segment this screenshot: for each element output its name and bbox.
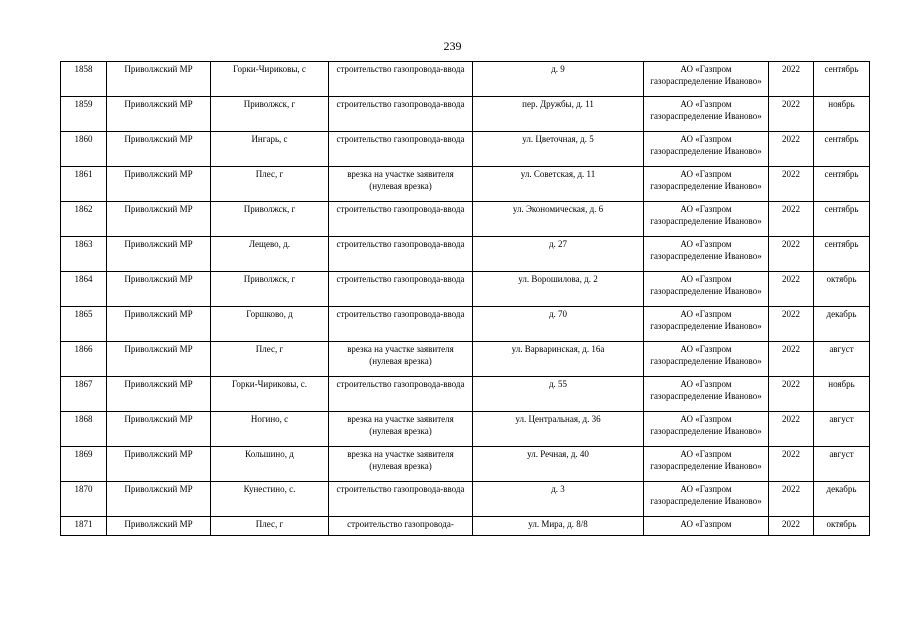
district-cell: Приволжский МР [107,272,211,307]
table-row [61,342,870,377]
table-row [61,272,870,307]
table-row [61,482,870,517]
page-number: 239 [443,39,462,53]
month-cell: октябрь [814,272,870,307]
year-cell: 2022 [769,307,814,342]
locality-cell: Ингарь, с [211,132,329,167]
work-type-cell: строительство газопровода-ввода [329,202,473,237]
organization-cell: АО «Газпром газораспределение Иваново» [644,447,769,482]
month-cell: ноябрь [814,97,870,132]
locality-cell: Приволжск, г [211,272,329,307]
work-type-cell: врезка на участке заявителя (нулевая врезка) [329,342,473,377]
table-row [61,62,870,97]
row-number-cell: 1861 [61,167,107,202]
year-cell: 2022 [769,342,814,377]
locality-cell: Горки-Чириковы, с [211,62,329,97]
table-row [61,237,870,272]
address-cell: ул. Ворошилова, д. 2 [473,272,644,307]
table-row [61,447,870,482]
table-row [61,202,870,237]
district-cell: Приволжский МР [107,307,211,342]
month-cell: сентябрь [814,62,870,97]
district-cell: Приволжский МР [107,412,211,447]
district-cell: Приволжский МР [107,342,211,377]
row-number-cell: 1864 [61,272,107,307]
table-row [61,377,870,412]
address-cell: ул. Центральная, д. 36 [473,412,644,447]
table-row [61,307,870,342]
row-number-cell: 1860 [61,132,107,167]
year-cell: 2022 [769,202,814,237]
organization-cell: АО «Газпром газораспределение Иваново» [644,377,769,412]
row-number-cell: 1863 [61,237,107,272]
district-cell: Приволжский МР [107,202,211,237]
year-cell: 2022 [769,62,814,97]
district-cell: Приволжский МР [107,97,211,132]
district-cell: Приволжский МР [107,167,211,202]
month-cell: декабрь [814,307,870,342]
work-type-cell: строительство газопровода- [329,517,473,536]
month-cell: сентябрь [814,132,870,167]
row-number-cell: 1862 [61,202,107,237]
organization-cell: АО «Газпром газораспределение Иваново» [644,97,769,132]
month-cell: август [814,342,870,377]
work-type-cell: врезка на участке заявителя (нулевая врезка) [329,412,473,447]
year-cell: 2022 [769,447,814,482]
month-cell: сентябрь [814,202,870,237]
district-cell: Приволжский МР [107,62,211,97]
gas-connection-table [60,61,870,536]
locality-cell: Горшково, д [211,307,329,342]
work-type-cell: строительство газопровода-ввода [329,97,473,132]
work-type-cell: строительство газопровода-ввода [329,237,473,272]
organization-cell: АО «Газпром газораспределение Иваново» [644,62,769,97]
table-row [61,412,870,447]
organization-cell: АО «Газпром [644,517,769,536]
locality-cell: Ногино, с [211,412,329,447]
work-type-cell: строительство газопровода-ввода [329,132,473,167]
row-number-cell: 1871 [61,517,107,536]
year-cell: 2022 [769,377,814,412]
address-cell: ул. Цветочная, д. 5 [473,132,644,167]
district-cell: Приволжский МР [107,517,211,536]
address-cell: д. 9 [473,62,644,97]
row-number-cell: 1868 [61,412,107,447]
month-cell: сентябрь [814,237,870,272]
table-body [61,62,870,536]
year-cell: 2022 [769,517,814,536]
locality-cell: Приволжск, г [211,202,329,237]
row-number-cell: 1866 [61,342,107,377]
month-cell: август [814,412,870,447]
district-cell: Приволжский МР [107,237,211,272]
address-cell: ул. Советская, д. 11 [473,167,644,202]
work-type-cell: строительство газопровода-ввода [329,272,473,307]
address-cell: д. 70 [473,307,644,342]
locality-cell: Плес, г [211,342,329,377]
address-cell: д. 27 [473,237,644,272]
month-cell: декабрь [814,482,870,517]
organization-cell: АО «Газпром газораспределение Иваново» [644,237,769,272]
locality-cell: Плес, г [211,167,329,202]
organization-cell: АО «Газпром газораспределение Иваново» [644,167,769,202]
district-cell: Приволжский МР [107,377,211,412]
locality-cell: Кольшино, д [211,447,329,482]
organization-cell: АО «Газпром газораспределение Иваново» [644,307,769,342]
organization-cell: АО «Газпром газораспределение Иваново» [644,342,769,377]
work-type-cell: строительство газопровода-ввода [329,377,473,412]
organization-cell: АО «Газпром газораспределение Иваново» [644,202,769,237]
month-cell: октябрь [814,517,870,536]
row-number-cell: 1859 [61,97,107,132]
address-cell: ул. Варваринская, д. 16а [473,342,644,377]
address-cell: ул. Мира, д. 8/8 [473,517,644,536]
table-row [61,97,870,132]
year-cell: 2022 [769,167,814,202]
address-cell: ул. Экономическая, д. 6 [473,202,644,237]
row-number-cell: 1867 [61,377,107,412]
locality-cell: Плес, г [211,517,329,536]
locality-cell: Лещево, д. [211,237,329,272]
locality-cell: Приволжск, г [211,97,329,132]
work-type-cell: врезка на участке заявителя (нулевая врезка) [329,447,473,482]
year-cell: 2022 [769,132,814,167]
row-number-cell: 1858 [61,62,107,97]
table-row [61,517,870,536]
address-cell: ул. Речная, д. 40 [473,447,644,482]
address-cell: д. 55 [473,377,644,412]
row-number-cell: 1870 [61,482,107,517]
month-cell: ноябрь [814,377,870,412]
table-row [61,167,870,202]
year-cell: 2022 [769,482,814,517]
locality-cell: Кунестино, с. [211,482,329,517]
work-type-cell: врезка на участке заявителя (нулевая врезка) [329,167,473,202]
work-type-cell: строительство газопровода-ввода [329,62,473,97]
district-cell: Приволжский МР [107,132,211,167]
work-type-cell: строительство газопровода-ввода [329,482,473,517]
organization-cell: АО «Газпром газораспределение Иваново» [644,132,769,167]
year-cell: 2022 [769,237,814,272]
district-cell: Приволжский МР [107,482,211,517]
year-cell: 2022 [769,412,814,447]
month-cell: сентябрь [814,167,870,202]
organization-cell: АО «Газпром газораспределение Иваново» [644,272,769,307]
month-cell: август [814,447,870,482]
address-cell: д. 3 [473,482,644,517]
organization-cell: АО «Газпром газораспределение Иваново» [644,482,769,517]
year-cell: 2022 [769,272,814,307]
locality-cell: Горки-Чириковы, с. [211,377,329,412]
row-number-cell: 1869 [61,447,107,482]
row-number-cell: 1865 [61,307,107,342]
work-type-cell: строительство газопровода-ввода [329,307,473,342]
district-cell: Приволжский МР [107,447,211,482]
organization-cell: АО «Газпром газораспределение Иваново» [644,412,769,447]
table-row [61,132,870,167]
address-cell: пер. Дружбы, д. 11 [473,97,644,132]
year-cell: 2022 [769,97,814,132]
